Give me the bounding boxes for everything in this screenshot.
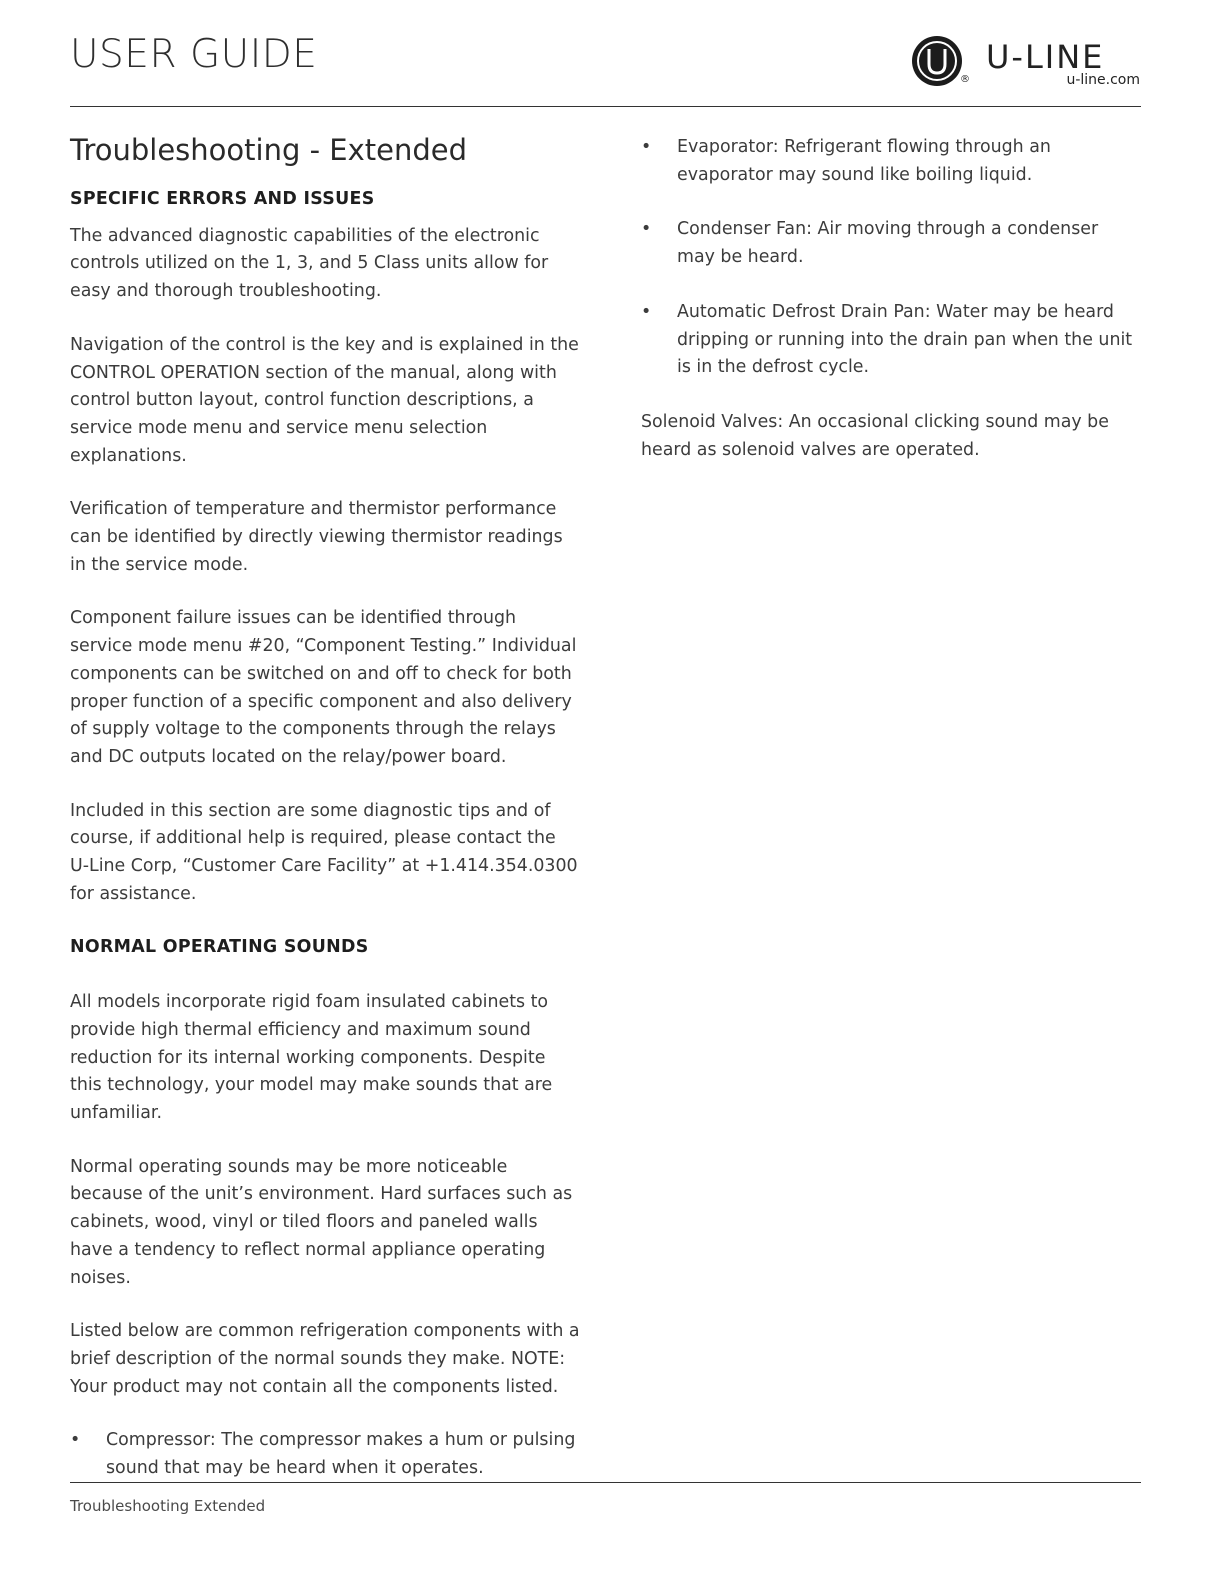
list-item-text: Compressor: The compressor makes a hum or pulsing sound that may be heard when it operates. xyxy=(106,1430,576,1479)
paragraph: All models incorporate rigid foam insulated cabinets to provide high thermal efficiency and maximum sound reduction for its internal working components. Despite this technology, your model may make sounds that are unfamiliar. xyxy=(70,992,553,1123)
paragraph: Component failure issues can be identified through service mode menu #20, “Component Testing.” Individual components can be switched on and off to check for both proper function of a specific component and also delivery of supply voltage to the components through the relays and DC outputs located on the relay/power board. xyxy=(70,608,577,767)
section-title: Troubleshooting - Extended xyxy=(70,133,467,167)
paragraph: Navigation of the control is the key and is explained in the CONTROL OPERATION section of the manual, along with control button layout, control function descriptions, a service mode menu and service menu selection explanations. xyxy=(70,334,579,466)
paragraph: Listed below are common refrigeration components with a brief description of the normal sounds they make. NOTE: Your product may not contain all the components listed. xyxy=(70,1321,580,1397)
bullet-icon: • xyxy=(641,301,652,322)
subhead-specific-errors: SPECIFIC ERRORS AND ISSUES xyxy=(70,189,375,209)
bullet-list xyxy=(70,1427,580,1482)
left-column xyxy=(70,130,580,1510)
document-title: USER GUIDE xyxy=(70,32,318,77)
paragraph: Solenoid Valves: An occasional clicking sound may be heard as solenoid valves are operated. xyxy=(641,411,1109,460)
paragraph: Included in this section are some diagnostic tips and of course, if additional help is required, please contact the U-Line Corp, “Customer Care Facility” at +1.414.354.0300 for assistance. xyxy=(70,800,578,904)
u-line-logo-icon xyxy=(910,34,964,88)
logo-url: u-line.com xyxy=(1066,72,1140,88)
footer-divider xyxy=(70,1482,1141,1483)
subhead-normal-sounds: NORMAL OPERATING SOUNDS xyxy=(70,937,369,958)
logo-wordmark: U-LINE xyxy=(986,38,1105,76)
right-column xyxy=(641,134,1141,490)
list-item-text: Condenser Fan: Air moving through a condenser may be heard. xyxy=(677,219,1099,268)
header-divider xyxy=(70,106,1141,107)
list-item xyxy=(641,134,1141,189)
paragraph: Verification of temperature and thermistor performance can be identified by directly viewing thermistor readings in the service mode. xyxy=(70,499,563,575)
bullet-icon: • xyxy=(641,137,652,157)
registered-mark: ® xyxy=(960,74,970,85)
bullet-list xyxy=(641,134,1141,382)
paragraph: Normal operating sounds may be more noticeable because of the unit’s environment. Hard surfaces such as cabinets, wood, vinyl or tiled floors and paneled walls have a tendency to reflect normal appliance operating noises. xyxy=(70,1156,573,1288)
bullet-icon: • xyxy=(641,219,652,240)
paragraph: The advanced diagnostic capabilities of the electronic controls utilized on the 1, 3, and 5 Class units allow for easy and thorough troubleshooting. xyxy=(70,225,549,302)
footer-label: Troubleshooting Extended xyxy=(70,1497,266,1515)
bullet-icon: • xyxy=(70,1430,81,1451)
list-item xyxy=(70,1427,580,1482)
list-item-text: Automatic Defrost Drain Pan: Water may be heard dripping or running into the drain pan when the unit is in the defrost cycle. xyxy=(677,301,1133,378)
list-item-text: Evaporator: Refrigerant flowing through an evaporator may sound like boiling liquid. xyxy=(677,137,1051,185)
brand-logo xyxy=(910,34,1140,90)
list-item xyxy=(641,299,1141,382)
list-item xyxy=(641,216,1141,271)
